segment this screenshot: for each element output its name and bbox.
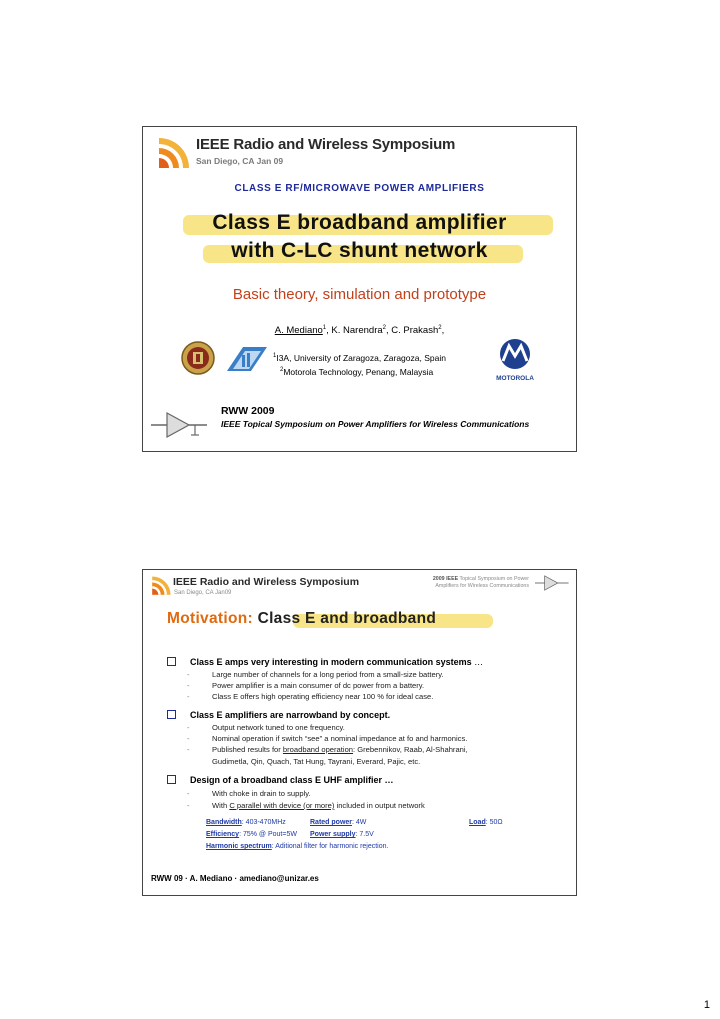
- conference-name: IEEE Radio and Wireless Symposium: [173, 576, 360, 588]
- slide-kicker: CLASS E RF/MICROWAVE POWER AMPLIFIERS: [234, 183, 485, 194]
- bullet-narrowband: Class E amplifiers are narrowband by concept.: [167, 710, 390, 720]
- university-seal-icon: [181, 341, 215, 375]
- motorola-label: MOTOROLA: [496, 375, 534, 382]
- author-prakash: , C. Prakash: [385, 325, 439, 337]
- spec-bandwidth: Bandwidth: 403-470MHz: [206, 819, 286, 826]
- amplifier-symbol-icon: [535, 573, 571, 593]
- ieee-radio-waves-icon: [151, 574, 173, 596]
- affiliation-1: $^1$I3A, University of Zaragoza, Zaragoza, Spain: [273, 353, 446, 363]
- amplifier-symbol-icon: [151, 411, 211, 439]
- spec-harmonic-spectrum: Harmonic spectrum: Aditional filter for harmonic rejection.: [206, 843, 389, 850]
- slide-title-line1: Class E broadband amplifier: [212, 211, 507, 234]
- motivation-slide: IEEE Radio and Wireless Symposium San Diego, CA Jan09 2009 IEEE Topical Symposium on Power Amplifiers for Wireless Communications Motivation: Class E and broadband Class E amps very interesting in modern communication systems … - Large number of channels for a long period from a small-size battery. - Power amplifier is a main consumer of dc power from a battery. - Class E offers high operating efficiency near 100 % for ideal case. Class E amplifiers are narrowband by concept. - Output network tuned to one frequency. - Nominal operation if switch “see” a nominal impedance at fo and harmonics. - Published results for broadband operation: Grebennikov, Raab, Al-Shahrani, Gudimetla, Qin, Quach, Tat Hung, Tayrani, Everard, Pajic, etc. Design of a broadband class E UHF amplifier … - With choke in drain to supply. - With C parallel with device (or more) included in output network Bandwidth: 403-470MHz Rated power: 4W Load: 50Ω Efficiency: 75% @ Pout=5W Power supply: 7.5V Harmonic spectrum: Aditional filter for harmonic rejection. RWW 09 · A. Mediano · amediano@unizar.es: [142, 569, 577, 896]
- author-mediano: A. Mediano: [274, 325, 323, 337]
- conference-name: IEEE Radio and Wireless Symposium: [196, 136, 456, 153]
- rww-subtitle: IEEE Topical Symposium on Power Amplifiers for Wireless Communications: [221, 419, 530, 429]
- spec-power-supply: Power supply: 7.5V: [310, 831, 374, 838]
- title-slide: [142, 126, 577, 452]
- spec-rated-power: Rated power: 4W: [310, 819, 367, 826]
- conference-location: San Diego, CA Jan09: [174, 590, 232, 596]
- spec-efficiency: Efficiency: 75% @ Pout=5W: [206, 831, 297, 838]
- slide-title: Motivation: Class E and broadband: [167, 610, 437, 627]
- motorola-logo-icon: [491, 337, 539, 383]
- affiliation-2: $^2$Motorola Technology, Penang, Malaysia: [280, 367, 434, 377]
- slide-subtitle: Basic theory, simulation and prototype: [232, 286, 487, 303]
- author-list: A. Mediano$^1$, K. Narendra$^2$, C. Prakash$^2$,: [274, 325, 445, 337]
- bullet-class-e-interest: Class E amps very interesting in modern communication systems …: [167, 657, 483, 667]
- author-narendra: , K. Narendra: [326, 325, 383, 337]
- slide-title-line2: with C-LC shunt network: [231, 239, 488, 262]
- rww-label: RWW 2009: [221, 405, 275, 417]
- page-number: 1: [703, 999, 710, 1011]
- slide-footer: RWW 09 · A. Mediano · amediano@unizar.es: [151, 874, 319, 883]
- spec-load: Load: 50Ω: [469, 819, 503, 826]
- bullet-design-goal: Design of a broadband class E UHF amplifier …: [167, 775, 394, 785]
- ieee-radio-waves-icon: [157, 134, 193, 170]
- header-symposium-note: 2009 IEEE Topical Symposium on Power Amplifiers for Wireless Communications: [432, 576, 529, 589]
- i3a-logo-icon: [223, 343, 271, 375]
- conference-location: San Diego, CA Jan 09: [196, 156, 284, 166]
